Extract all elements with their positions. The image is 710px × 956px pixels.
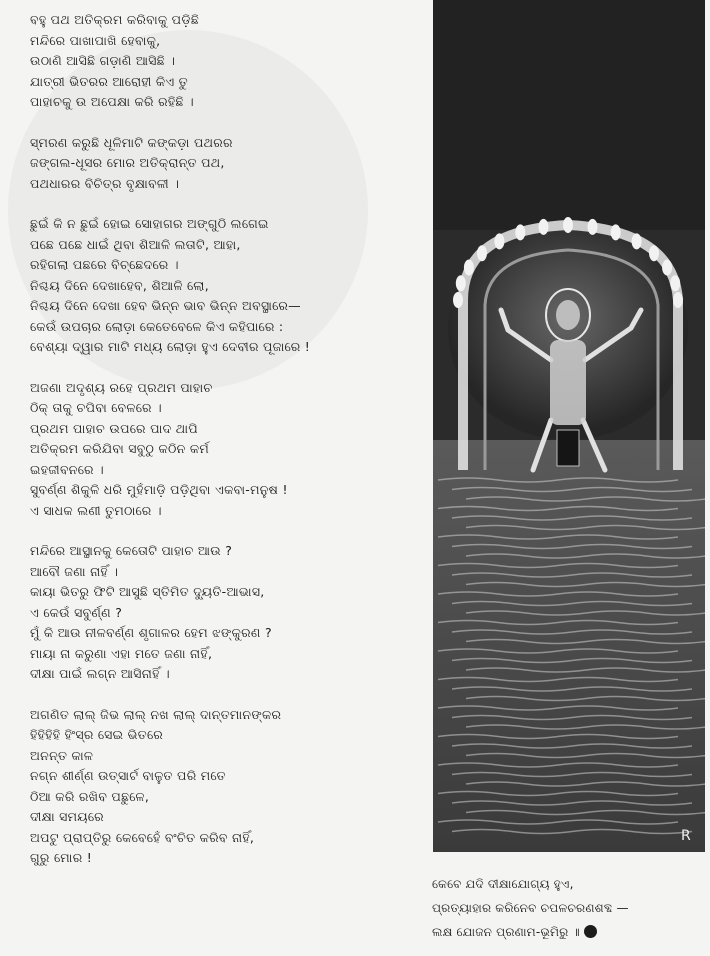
poem-line: ମନ୍ଦିରେ ପାଖାପାଖି ହେବାକୁ, [30,32,161,48]
poem-line: ପାହାଚକୁ ଉ ଅପେକ୍ଷା କରି ରହିଛି । [30,94,194,109]
poem-line: ବହୁ ପଥ ଅତିକ୍ରମ କରିବାକୁ ପଡ଼ିଛି [30,12,200,27]
lamp-flame [464,260,474,276]
poem-line: ଏ ସାଧକ ଲଣୀ ତୁମଠାରେ । [30,502,162,518]
poem-line: ଏ କେଉଁ ସବୁର୍ଣ୍ଣ ? [30,604,123,620]
poem-line: ଦୀକ୍ଷା ପାଇଁ ଲଗ୍ନ ଆସିନାହିଁ । [30,666,170,681]
stanza [30,378,425,522]
poem-line: ବେଶ୍ୟା ଦ୍ୱାର ମାଟି ମଧ୍ୟ ଲୋଡ଼ା ହୁଏ ଦେବୀର ପୂଜାରେ ! [30,339,311,354]
poem-line: ଠିକ୍ ତାକୁ ଚପିବା ବେଳରେ । [30,400,162,415]
caption-line [432,920,702,944]
lamp-flame [494,233,504,249]
poem-line: ନଗ୍ନ ଶୀର୍ଣ୍ଣ ଉତ୍ସାର୍ଟ ବାଳୁତ ପରି ମତେ [30,768,226,783]
artwork-illustration [433,0,705,852]
poem-line: ଅଗଣିତ ଲାଲ୍ ଜିଭ ଲାଲ୍ ନଖ ଲାଲ୍ ଦାନ୍ତମାନଙ୍କର [30,706,282,722]
stanza [30,133,425,195]
lamp-flame [632,233,642,249]
poem-line: ପଥଧାରର ବିଚିତ୍ର ବୃକ୍ଷାବଳୀ । [30,175,180,191]
poem-line: ହିହିହିହି ହିଂସ୍ର ସେଇ ଭିତରେ [30,727,163,742]
poem-line: ଅଜଣା ଅଦୃଶ୍ୟ ରହେ ପ୍ରଥମ ପାହାଚ [30,379,213,395]
poem-line: ସୁବର୍ଣ୍ଣ ଶିକୁଳି ଧରି ମୁହଁମାଡ଼ି ପଡ଼ିଥିବା ଏକବା-ମନୁଷ ! [30,482,288,497]
poem-line: ଯାତ୍ରୀ ଭିତରର ଆରୋହୀ କିଏ ତୁ [30,73,189,89]
poem-line: ଅପଟୁ ପ୍ରାପ୍ତିରୁ କେବେହେଁ ବଂଚିତ କରିବ ନାହିଁ, [30,829,255,845]
shrine-figure-illustration [433,0,705,852]
poem-line: ଗୁରୁ ମୋର ! [30,850,93,865]
lamp-flame [539,219,549,235]
poem-line: କେଉଁ ଉପଚାର ଲୋଡ଼ା କେତେବେଳେ କିଏ କହିପାରେ : [30,318,284,334]
poem-line: ପ୍ରଥମ ପାହାଚ ଉପରେ ପାଦ ଥାପି [30,420,198,436]
lamp-flame [456,275,466,291]
stanza [30,10,425,113]
poem-line: ରହିଗଲା ପଛରେ ବିଚ୍ଛେଦରେ । [30,257,179,272]
caption [432,872,702,944]
stanza [30,214,425,358]
poem-line: ମନ୍ଦିରେ ଆସ୍ଥାନକୁ କେତୋଟି ପାହାଚ ଆଉ ? [30,543,233,558]
caption-line: କେବେ ଯଦି ଦୀକ୍ଷାଯୋଗ୍ୟ ହୁଏ, [432,877,574,891]
poem-line: କାୟା ଭିତରୁ ଫିଟି ଆସୁଛି ସ୍ତିମିତ ଦ୍ୟୁତି-ଆଭାସ, [30,584,265,599]
lamp-flame [563,217,573,233]
lamp-flame [477,245,487,261]
filled-circle-icon [584,925,597,938]
caption-line-text: ଲକ୍ଷ ଯୋଜନ ପ୍ରଣାମ-ଭୂମିରୁ ॥ [432,925,580,939]
lamp-flame [515,224,525,240]
poem-line: ମୁଁ କି ଆଉ ନୀଳବର୍ଣ୍ଣ ଶୃଗାଳର ହେମ ଝଙ୍କୁରଣ ? [30,625,272,640]
poem-line: ଠିଆ କରି ରଖିବ ପଛୁଳେ, [30,788,150,804]
poem-line: ନିଶ୍ଚୟ ଦିନେ ଦେଖା ହେବ ଭିନ୍ନ ଭାବ ଭିନ୍ନ ଅବସ୍ଥାରେ— [30,298,301,313]
poem-line: ଜଙ୍ଗଲ-ଧୂସର ମୋର ଅତିକ୍ରାନ୍ତ ପଥ, [30,155,225,170]
poem-text [30,10,425,889]
poem-line: ସ୍ମରଣ କରୁଛି ଧୂଳିମାଟି କଙ୍କଡ଼ା ପଥରର [30,134,233,150]
poem-line: ଅତିକ୍ରମ କରିଯିବା ସବୁଠୁ କଠିନ କର୍ମ [30,441,210,456]
stanza [30,705,425,869]
lamp-flame [611,224,621,240]
lamp-flame [588,219,598,235]
caption-line: ପ୍ରତ୍ୟାହାର କରିନେବ ଚପଳଚରଣଶବ୍ଦ — [432,901,629,915]
poem-line: ଆବୌ ଜଣା ନାହିଁ । [30,563,119,579]
poem-line: ଉଠାଣି ଆସିଛି ଗଡ଼ାଣି ଆସିଛି । [30,53,176,68]
lamp-flame [670,275,680,291]
lamp-flame [649,245,659,261]
stanza [30,541,425,685]
artist-signature: R [681,828,691,844]
poem-line: ଇହଜୀବନରେ । [30,461,104,477]
poem-line: ଛୁଇଁ କି ନ ଛୁଇଁ ହୋଇ ସୋହାଗର ଅଙ୍ଗୁଠି ଲଗେଇ [30,216,269,231]
poem-line: ଦୀକ୍ଷା ସମୟରେ [30,809,104,824]
poem-line: ପଛେ ପଛେ ଧାଇଁ ଥିବା ଶିଆଳି ଲତାଟି, ଆହା, [30,236,241,252]
poem-line: ଅନନ୍ତ କାଳ [30,747,94,763]
poem-line: ନିଶ୍ଚୟ ଦିନେ ଦେଖାହେବ, ଶିଆଳି ଲୋ, [30,277,209,293]
lamp-flame [453,292,463,308]
lamp-flame [673,292,683,308]
poem-line: ମାୟା ନା କରୁଣା ଏହା ମତେ ଜଣା ନାହିଁ, [30,645,213,661]
lamp-flame [662,260,672,276]
